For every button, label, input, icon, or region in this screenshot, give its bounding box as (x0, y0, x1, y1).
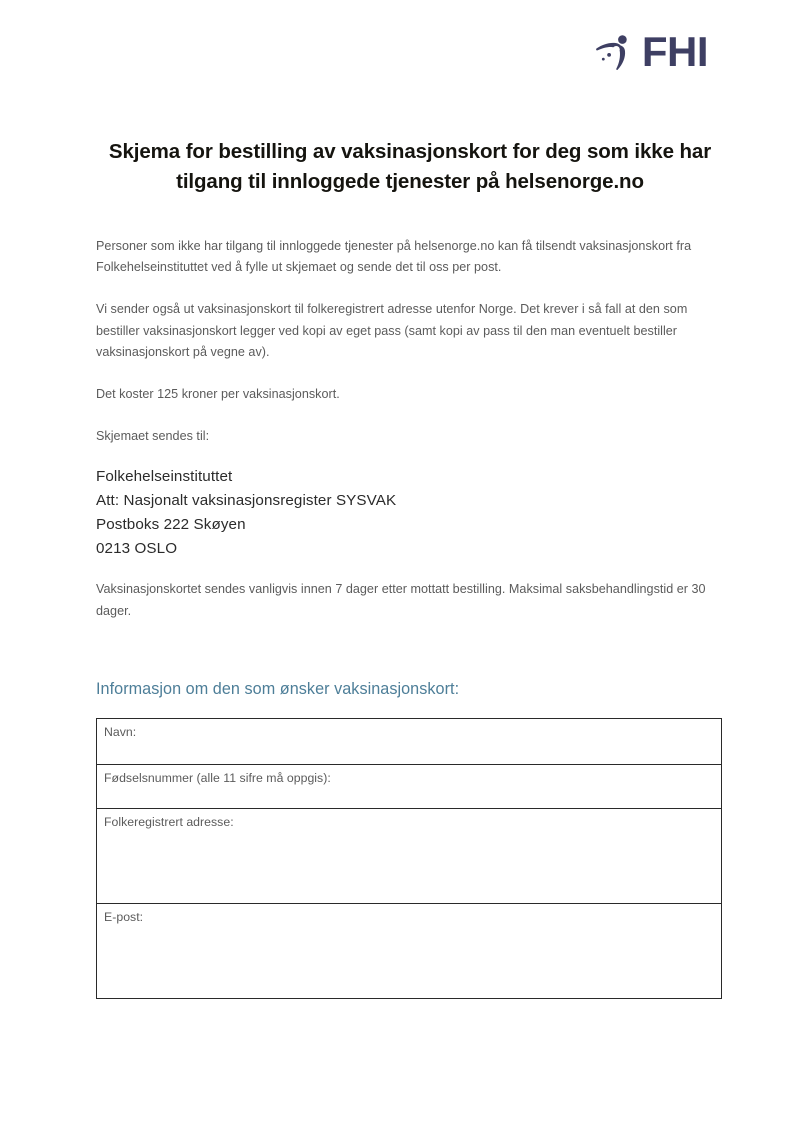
applicant-information-form (96, 718, 722, 999)
document-content (96, 0, 724, 999)
table-row (97, 808, 722, 903)
paragraph-send-to: Skjemaet sendes til: (96, 428, 210, 443)
form-field-epost-label: E-post: (104, 909, 144, 924)
form-field-folkeregistrert-adresse-label: Folkeregistrert adresse: (104, 814, 234, 829)
form-field-navn[interactable] (97, 718, 722, 764)
table-row (97, 764, 722, 808)
address-organisation: Folkehelseinstituttet (96, 468, 233, 486)
paragraph-abroad-delivery: Vi sender også ut vaksinasjonskort til folkeregistrert adresse utenfor Norge. Det krever i så fall at den som bestiller vaksinasjonskort legger ved kopi av eget pass (samt kopi av pass til den man eventuelt bestiller vaksinasjonskort på vegne av). (96, 301, 688, 360)
form-field-navn-label: Navn: (104, 724, 137, 739)
table-row (97, 903, 722, 998)
paragraph-price: Det koster 125 kroner per vaksinasjonskort. (96, 386, 340, 401)
address-po-box: Postboks 222 Skøyen (96, 516, 246, 534)
table-row (97, 718, 722, 764)
address-attention: Att: Nasjonalt vaksinasjonsregister SYSVAK (96, 492, 397, 510)
form-field-epost[interactable] (97, 903, 722, 998)
form-field-folkeregistrert-adresse[interactable] (97, 808, 722, 903)
form-field-fodselsnummer-label: Fødselsnummer (alle 11 sifre må oppgis): (104, 770, 331, 785)
page-title: Skjema for bestilling av vaksinasjonskort for deg som ikke har tilgang til innloggede tjenester på helsenorge.no (108, 140, 712, 194)
form-field-fodselsnummer[interactable] (97, 764, 722, 808)
paragraph-delivery-time: Vaksinasjonskortet sendes vanligvis innen 7 dager etter mottatt bestilling. Maksimal saksbehandlingstid er 30 dager. (96, 582, 706, 618)
fhi-wordmark: FHI (641, 28, 708, 75)
address-postal-city: 0213 OSLO (96, 540, 178, 558)
paragraph-intro: Personer som ikke har tilgang til innloggede tjenester på helsenorge.no kan få tilsendt vaksinasjonskort fra Folkehelseinstituttet ved å fylle ut skjemaet og sende det til oss per post. (96, 238, 692, 275)
form-section-heading: Informasjon om den som ønsker vaksinasjonskort: (96, 679, 460, 698)
mailing-address (96, 465, 724, 561)
